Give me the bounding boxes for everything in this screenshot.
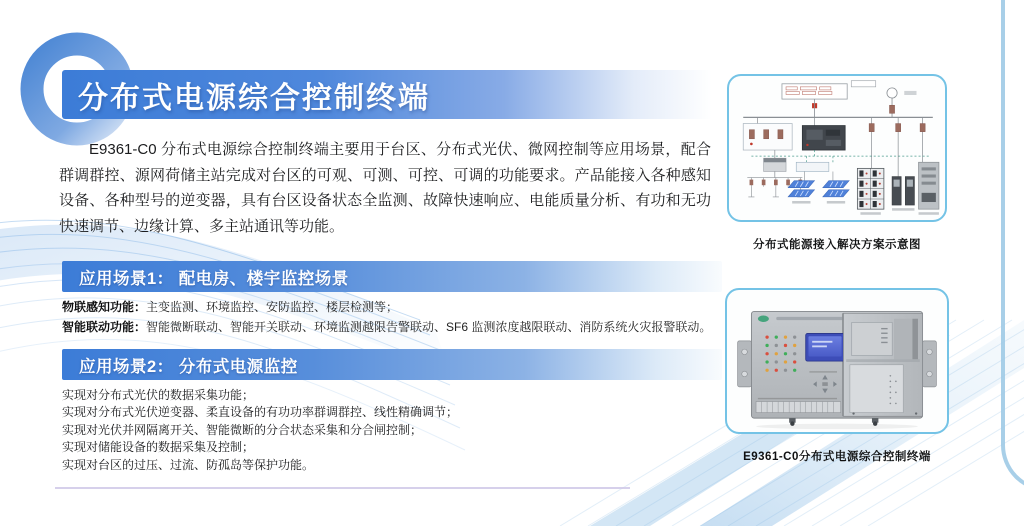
scenario1-heading-banner <box>62 261 722 292</box>
intro-paragraph: E9361-C0 分布式电源综合控制终端主要用于台区、分布式光伏、微网控制等应用场景，配合群调群控、源网荷储主站完成对台区的可观、可测、可控、可调的功能要求。产品能接入各种感知设备、各种型号的逆变器，具有台区设备状态全监测、故障快速响应、电能质量分析、有功和无功快速调节、边缘计算、多主站通讯等功能。 <box>59 141 711 235</box>
scenario2-list <box>62 387 732 474</box>
feature-line <box>62 297 752 317</box>
pv-panels-icon <box>788 181 849 197</box>
door-compartment-icon <box>843 313 922 416</box>
scenario2-heading: 应用场景2： 分布式电源监控 <box>79 357 298 376</box>
feature-text: 智能微断联动、智能开关联动、环境监测越限告警联动、SF6 监测浓度越限联动、消防系统火灾报警联动。 <box>146 320 712 334</box>
list-item: 实现对光伏并网隔离开关、智能微断的分合状态采集和分合闸控制； <box>62 422 423 437</box>
solution-diagram-card <box>727 74 947 222</box>
list-item: 实现对储能设备的数据采集及控制； <box>62 440 255 455</box>
page-title: 分布式电源综合控制终端 <box>78 81 430 115</box>
bottom-rule <box>55 487 630 489</box>
solution-diagram-caption: 分布式能源接入解决方案示意图 <box>753 239 921 251</box>
page-title-banner <box>62 70 712 119</box>
scenario2-heading-banner <box>62 349 722 380</box>
solution-diagram <box>731 78 943 218</box>
battery-rack-icon <box>857 168 884 209</box>
charging-pile-icon <box>892 177 914 206</box>
device-photo <box>735 293 939 431</box>
feature-label: 物联感知功能： <box>62 300 147 314</box>
scenario1-heading: 应用场景1： 配电房、楼宇监控场景 <box>79 269 349 288</box>
list-item: 实现对分布式光伏的数据采集功能； <box>62 388 255 402</box>
list-item: 实现对台区的过压、过流、防孤岛等保护功能。 <box>62 457 315 472</box>
feature-text: 主变监测、环境监控、安防监控、楼层检测等； <box>146 300 399 314</box>
list-item: 实现对分布式光伏逆变器、柔直设备的有功功率群调群控、线性精确调节； <box>62 405 459 420</box>
cabinet-icon <box>919 162 939 209</box>
lcd-screen-icon <box>806 333 845 361</box>
feature-line <box>62 317 752 337</box>
feature-label: 智能联动功能： <box>62 320 147 334</box>
brand-logo-icon <box>758 316 769 322</box>
scenario1-features <box>62 297 752 337</box>
device-caption: E9361-C0分布式电源综合控制终端 <box>743 451 931 463</box>
device-photo-card <box>725 288 949 434</box>
